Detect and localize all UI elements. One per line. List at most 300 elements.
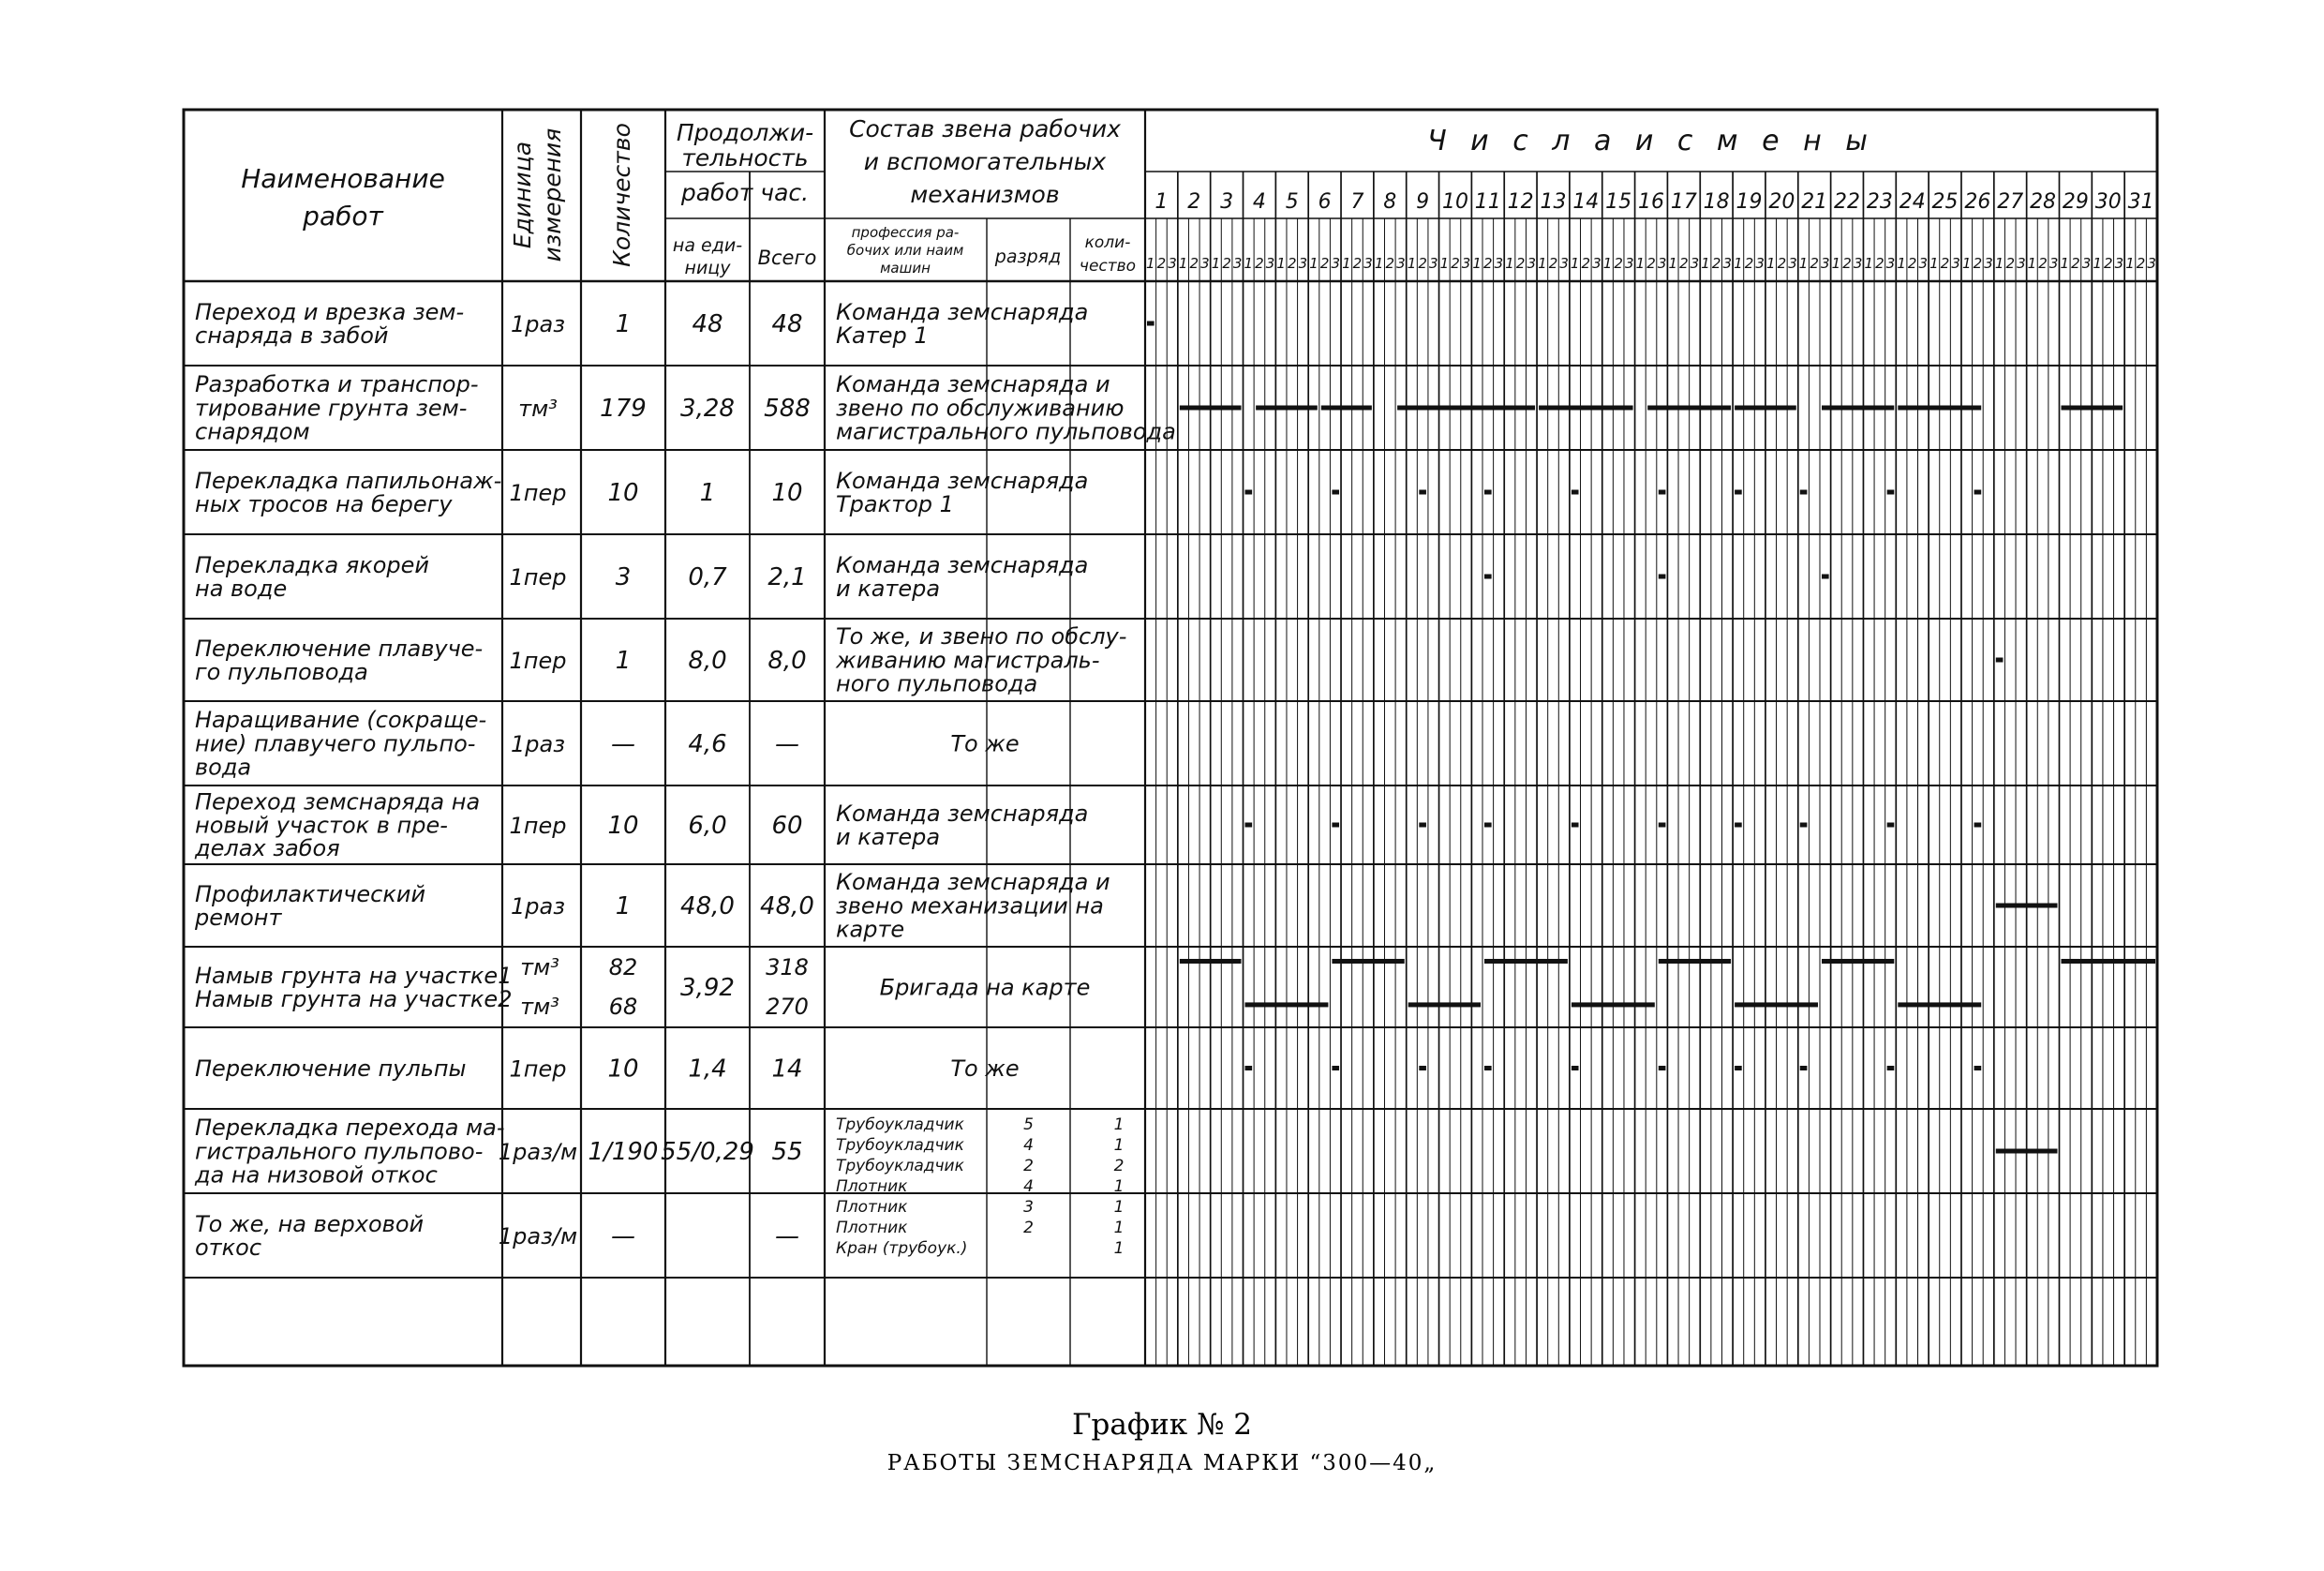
cell-text: 1 xyxy=(2027,255,2037,272)
cell-text: делах забоя xyxy=(195,835,340,862)
cell-text: Профилактический xyxy=(195,880,426,907)
cell-text: 1 xyxy=(1113,1198,1125,1217)
cell-text: Количество xyxy=(608,123,635,267)
cell-text: 3,92 xyxy=(680,974,735,1002)
cell-text: на воде xyxy=(195,576,288,602)
cell-text: вода xyxy=(195,754,252,781)
cell-text: 21 xyxy=(1801,190,1828,214)
cell-text: 3 xyxy=(1755,255,1765,272)
cell-text: Перекладка якорей xyxy=(195,551,429,578)
cell-text: ницу xyxy=(684,258,731,278)
cell-text: 1 xyxy=(1505,255,1514,272)
cell-text: тм³ xyxy=(520,954,559,980)
caption-subtitle: РАБОТЫ ЗЕМСНАРЯДА МАРКИ “300—40„ xyxy=(886,1451,1438,1475)
cell-text: 1 xyxy=(1897,255,1906,272)
schedule-bar xyxy=(1245,823,1253,828)
cell-text: 3 xyxy=(2017,255,2026,272)
cell-text: работ час. xyxy=(680,179,810,206)
cell-text: 1 xyxy=(1635,255,1646,272)
schedule-bar xyxy=(1572,490,1579,495)
cell-text: карте xyxy=(836,916,905,943)
schedule-bars xyxy=(1147,322,2155,1154)
cell-text: 0,7 xyxy=(688,563,727,591)
cell-text: и вспомогательных xyxy=(863,148,1107,175)
cell-text: 1 xyxy=(1439,255,1450,272)
cell-text: 1 xyxy=(1342,255,1351,272)
cell-text: на еди- xyxy=(672,235,743,256)
cell-text: 2 xyxy=(1711,255,1721,272)
schedule-bar xyxy=(1147,322,1155,326)
cell-text: 3 xyxy=(1788,255,1797,272)
cell-text: 4 xyxy=(1252,190,1266,214)
schedule-bar xyxy=(1572,1066,1579,1070)
cell-text: Трубоукладчик xyxy=(836,1157,964,1175)
cell-text: 1 xyxy=(1962,255,1972,272)
cell-text: 2 xyxy=(1288,255,1297,272)
cell-text: 3 xyxy=(1331,255,1340,272)
cell-text: 3 xyxy=(1690,255,1700,272)
cell-text: 3 xyxy=(615,563,632,591)
cell-text: 1пер xyxy=(509,480,567,506)
table-texts xyxy=(194,115,2156,1261)
cell-text: 10 xyxy=(607,812,639,840)
cell-text: 1 xyxy=(1276,255,1286,272)
cell-text: 9 xyxy=(1416,190,1430,214)
cell-text: 3 xyxy=(1265,255,1275,272)
schedule-bar xyxy=(1822,575,1829,579)
cell-text: 15 xyxy=(1605,190,1632,214)
cell-text: 1 xyxy=(1113,1115,1125,1134)
schedule-bar xyxy=(1484,575,1492,579)
cell-text: — xyxy=(611,730,635,758)
cell-text: коли- xyxy=(1084,233,1131,252)
cell-text: 1 xyxy=(1701,255,1710,272)
schedule-bar xyxy=(1659,575,1666,579)
cell-text: Перекладка перехода ма- xyxy=(195,1115,505,1142)
cell-text: 1пер xyxy=(509,648,567,674)
schedule-bar xyxy=(1974,490,1982,495)
schedule-bar xyxy=(1245,1066,1253,1070)
cell-text: работ xyxy=(303,201,383,232)
cell-text: 2 xyxy=(1679,255,1689,272)
cell-text: Команда земснаряда xyxy=(836,800,1089,827)
cell-text: 2 xyxy=(1189,255,1199,272)
cell-text: 3 xyxy=(1168,255,1177,272)
cell-text: 14 xyxy=(771,1055,803,1084)
cell-text: 2 xyxy=(1385,255,1395,272)
cell-text: 3 xyxy=(1527,255,1537,272)
schedule-bar xyxy=(1800,490,1808,495)
cell-text: Трубоукладчик xyxy=(836,1136,964,1155)
schedule-bar xyxy=(1887,1066,1895,1070)
cell-text: 1 xyxy=(1602,255,1613,272)
cell-text: 10 xyxy=(771,479,803,507)
cell-text: 2 xyxy=(2005,255,2015,272)
cell-text: 2 xyxy=(1907,255,1917,272)
cell-text: 3,28 xyxy=(680,395,735,423)
cell-text: 3 xyxy=(1023,1198,1034,1217)
cell-text: магистрального пульповода xyxy=(836,418,1176,445)
cell-text: 1раз/м xyxy=(498,1139,578,1165)
cell-text: Намыв грунта на участке2 xyxy=(195,986,513,1012)
cell-text: ние) плавучего пульпо- xyxy=(195,730,476,757)
cell-text: 31 xyxy=(2127,190,2154,214)
schedule-bar xyxy=(1822,959,1894,964)
cell-text: 4 xyxy=(1023,1136,1034,1155)
cell-text: 3 xyxy=(2147,255,2156,272)
cell-text: 1 xyxy=(1994,255,2004,272)
cell-text: 179 xyxy=(600,395,647,423)
cell-text: Переключение плавуче- xyxy=(195,635,484,662)
cell-text: 3 xyxy=(1494,255,1504,272)
cell-text: 3 xyxy=(2114,255,2124,272)
schedule-bar xyxy=(1256,406,1318,411)
cell-text: 2 xyxy=(2038,255,2048,272)
cell-text: 270 xyxy=(766,994,809,1020)
cell-text: 2 xyxy=(1581,255,1591,272)
cell-text: 1раз xyxy=(511,893,565,920)
cell-text: звено механизации на xyxy=(836,892,1104,920)
table-grid xyxy=(184,110,2157,1366)
cell-text: 2 xyxy=(1483,255,1493,272)
cell-text: 2 xyxy=(1113,1157,1125,1175)
cell-text: Катер 1 xyxy=(836,322,929,349)
schedule-bar xyxy=(1659,1066,1666,1070)
cell-text: 3 xyxy=(1592,255,1601,272)
cell-text: 1 xyxy=(1113,1136,1125,1155)
cell-text: 2 xyxy=(1973,255,1983,272)
schedule-bar xyxy=(1332,823,1339,828)
cell-text: 1 xyxy=(1211,255,1221,272)
schedule-bar xyxy=(1735,1066,1742,1070)
schedule-bar xyxy=(1419,490,1426,495)
cell-text: 3 xyxy=(1821,255,1830,272)
schedule-bar xyxy=(1332,1066,1339,1070)
cell-text: Трубоукладчик xyxy=(836,1115,964,1134)
cell-text: звено по обслуживанию xyxy=(836,395,1125,422)
cell-text: 48 xyxy=(692,310,723,338)
cell-text: 1 xyxy=(1472,255,1482,272)
cell-text: Трактор 1 xyxy=(836,491,954,517)
cell-text: механизмов xyxy=(910,181,1060,208)
schedule-bar xyxy=(1800,1066,1808,1070)
cell-text: 3 xyxy=(1984,255,1993,272)
cell-text: новый участок в пре- xyxy=(195,812,448,839)
cell-text: 2 xyxy=(2136,255,2146,272)
cell-text: тм³ xyxy=(518,396,558,422)
cell-text: 2 xyxy=(1875,255,1885,272)
cell-text: 2 xyxy=(1451,255,1460,272)
cell-text: 1/190 xyxy=(588,1138,659,1166)
schedule-bar xyxy=(1332,490,1339,495)
cell-text: Команда земснаряда и xyxy=(836,869,1110,896)
cell-text: 2 xyxy=(1777,255,1787,272)
cell-text: 2 xyxy=(2071,255,2080,272)
cell-text: Ч и с л а и с м е н ы xyxy=(1427,125,1875,157)
cell-text: 1раз xyxy=(511,731,565,757)
cell-text: 4 xyxy=(1023,1177,1034,1196)
cell-text: профессия ра- xyxy=(851,224,960,241)
cell-text: То же, на верховой xyxy=(195,1210,425,1237)
cell-text: 2 xyxy=(1255,255,1264,272)
cell-text: гистрального пульпово- xyxy=(195,1138,484,1165)
cell-text: 1 xyxy=(1178,255,1188,272)
cell-text: 2 xyxy=(1187,190,1201,214)
caption-title: График № 2 xyxy=(1072,1408,1252,1442)
cell-text: 1 xyxy=(2060,255,2070,272)
cell-text: 11 xyxy=(1474,190,1501,214)
schedule-bar xyxy=(2061,959,2155,964)
cell-text: 13 xyxy=(1540,190,1567,214)
cell-text: ного пульповода xyxy=(836,670,1038,697)
schedule-bar xyxy=(1408,1002,1481,1007)
cell-text: 1пер xyxy=(509,813,567,839)
schedule-bar xyxy=(1419,823,1426,828)
cell-text: снарядом xyxy=(195,418,310,445)
cell-text: 3 xyxy=(1396,255,1406,272)
cell-text: Единица xyxy=(509,141,536,249)
table-frame xyxy=(184,110,2157,1366)
cell-text: 10 xyxy=(1441,190,1468,214)
schedule-bar xyxy=(1484,1066,1492,1070)
cell-text: 4,6 xyxy=(688,730,727,758)
schedule-bar xyxy=(1887,823,1895,828)
schedule-bar xyxy=(1572,823,1579,828)
cell-text: — xyxy=(611,1222,635,1250)
cell-text: — xyxy=(775,730,799,758)
schedule-bar xyxy=(1245,1002,1329,1007)
cell-text: Команда земснаряда xyxy=(836,298,1089,325)
schedule-bar xyxy=(1659,959,1731,964)
cell-text: 60 xyxy=(771,812,803,840)
cell-text: 6 xyxy=(1318,190,1332,214)
cell-text: го пульповода xyxy=(195,659,368,685)
cell-text: измерения xyxy=(539,127,566,262)
cell-text: 1 xyxy=(615,892,632,920)
schedule-bar xyxy=(1397,406,1481,411)
cell-text: 22 xyxy=(1834,190,1861,214)
cell-text: 16 xyxy=(1638,190,1664,214)
cell-text: 3 xyxy=(1625,255,1634,272)
cell-text: 3 xyxy=(1232,255,1243,272)
schedule-bar xyxy=(1735,490,1742,495)
schedule-bar xyxy=(1659,490,1666,495)
cell-text: 1 xyxy=(1570,255,1580,272)
schedule-bar xyxy=(1800,823,1808,828)
cell-text: 3 xyxy=(1298,255,1308,272)
cell-text: 1 xyxy=(1668,255,1677,272)
cell-text: 3 xyxy=(1951,255,1960,272)
cell-text: Разработка и транспор- xyxy=(195,371,479,398)
cell-text: 2 xyxy=(1156,255,1167,272)
cell-text: 1 xyxy=(1407,255,1417,272)
cell-text: Команда земснаряда и xyxy=(836,371,1110,398)
schedule-bar xyxy=(1974,1066,1982,1070)
cell-text: 17 xyxy=(1670,190,1697,214)
cell-text: 2 xyxy=(1023,1157,1034,1175)
cell-text: 14 xyxy=(1572,190,1600,214)
cell-text: 1пер xyxy=(509,564,567,591)
cell-text: 1 xyxy=(2125,255,2135,272)
cell-text: 1 xyxy=(615,310,632,338)
cell-text: 10 xyxy=(607,479,639,507)
cell-text: 1 xyxy=(1244,255,1254,272)
cell-text: 1 xyxy=(699,479,716,507)
cell-text: 2 xyxy=(2103,255,2113,272)
cell-text: Бригада на карте xyxy=(879,974,1091,1001)
schedule-bar xyxy=(1898,1002,1981,1007)
cell-text: Состав звена рабочих xyxy=(849,115,1121,142)
cell-text: да на низовой откос xyxy=(195,1161,438,1189)
cell-text: 3 xyxy=(1220,190,1234,214)
cell-text: 2 xyxy=(1548,255,1558,272)
cell-text: и катера xyxy=(836,824,941,850)
schedule-bar xyxy=(1484,959,1568,964)
schedule-bar xyxy=(1539,406,1633,411)
cell-text: 1 xyxy=(1798,255,1809,272)
schedule-bar xyxy=(1735,406,1796,411)
cell-text: Наименование xyxy=(241,163,445,194)
schedule-bar xyxy=(1484,490,1492,495)
schedule-bar xyxy=(1484,823,1492,828)
schedule-bar xyxy=(1887,490,1895,495)
cell-text: 1 xyxy=(1113,1239,1125,1258)
cell-text: 1 xyxy=(1146,255,1155,272)
cell-text: 29 xyxy=(2062,190,2089,214)
cell-text: Переход и врезка зем- xyxy=(195,298,465,325)
cell-text: 1 xyxy=(1113,1177,1125,1196)
cell-text: откос xyxy=(195,1234,262,1261)
cell-text: чество xyxy=(1079,257,1137,276)
cell-text: тм³ xyxy=(520,994,559,1020)
cell-text: 55/0,29 xyxy=(661,1138,754,1166)
cell-text: 68 xyxy=(608,994,638,1020)
cell-text: Продолжи- xyxy=(676,119,814,146)
cell-text: Намыв грунта на участке1 xyxy=(195,962,513,989)
cell-text: 19 xyxy=(1736,190,1763,214)
cell-text: 3 xyxy=(1200,255,1210,272)
cell-text: 2 xyxy=(1023,1219,1034,1237)
cell-text: То же, и звено по обслу- xyxy=(836,623,1127,651)
cell-text: живанию магистраль- xyxy=(836,647,1100,674)
cell-text: — xyxy=(775,1222,799,1250)
cell-text: 318 xyxy=(766,954,809,980)
schedule-bar xyxy=(1321,406,1372,411)
cell-text: и катера xyxy=(836,576,941,602)
cell-text: 2 xyxy=(1222,255,1231,272)
cell-text: 2 xyxy=(1515,255,1526,272)
schedule-bar xyxy=(1180,406,1242,411)
cell-text: тельность xyxy=(681,144,809,172)
cell-text: 48,0 xyxy=(680,892,735,920)
schedule-bar xyxy=(1647,406,1731,411)
cell-text: 8 xyxy=(1383,190,1397,214)
schedule-bar xyxy=(1822,406,1894,411)
cell-text: Кран (трубоук.) xyxy=(836,1239,968,1258)
cell-text: 1 xyxy=(1864,255,1874,272)
cell-text: 5 xyxy=(1023,1115,1034,1134)
cell-text: машин xyxy=(880,260,931,277)
cell-text: 24 xyxy=(1899,190,1926,214)
cell-text: 1 xyxy=(1374,255,1384,272)
cell-text: 5 xyxy=(1285,190,1299,214)
cell-text: 7 xyxy=(1350,190,1364,214)
cell-text: 3 xyxy=(1461,255,1471,272)
cell-text: 588 xyxy=(764,395,811,423)
cell-text: 25 xyxy=(1931,190,1959,214)
cell-text: 3 xyxy=(1428,255,1438,272)
cell-text: 28 xyxy=(2030,190,2057,214)
cell-text: Наращивание (сокраще- xyxy=(195,707,487,734)
cell-text: 82 xyxy=(608,954,638,980)
cell-text: Перекладка папильонаж- xyxy=(195,467,502,494)
cell-text: 1 xyxy=(1155,190,1169,214)
cell-text: Всего xyxy=(757,247,817,269)
cell-text: 3 xyxy=(1918,255,1929,272)
cell-text: 2 xyxy=(1842,255,1852,272)
schedule-bar xyxy=(1180,959,1242,964)
cell-text: 8,0 xyxy=(688,647,727,675)
cell-text: Переход земснаряда на xyxy=(195,788,481,815)
cell-text: 3 xyxy=(1657,255,1667,272)
cell-text: 1 xyxy=(1538,255,1547,272)
schedule-bar xyxy=(2061,406,2123,411)
cell-text: 2 xyxy=(1418,255,1427,272)
cell-text: бочих или наим xyxy=(846,242,964,259)
cell-text: 1 xyxy=(2093,255,2102,272)
cell-text: 1 xyxy=(1765,255,1776,272)
cell-text: Переключение пульпы xyxy=(195,1055,467,1082)
cell-text: 3 xyxy=(1722,255,1733,272)
cell-text: 8,0 xyxy=(767,647,807,675)
cell-text: тирование грунта зем- xyxy=(195,395,468,422)
cell-text: 6,0 xyxy=(688,812,727,840)
cell-text: 23 xyxy=(1866,190,1893,214)
schedule-bar xyxy=(1996,904,2058,908)
schedule-bar xyxy=(1659,823,1666,828)
schedule-bar xyxy=(1996,658,2004,663)
schedule-bar xyxy=(1735,823,1742,828)
schedule-bar xyxy=(1419,1066,1426,1070)
cell-text: 3 xyxy=(1363,255,1373,272)
schedule-bar xyxy=(1898,406,1981,411)
cell-text: 12 xyxy=(1507,190,1534,214)
cell-text: То же xyxy=(950,730,1020,757)
cell-text: 10 xyxy=(607,1055,639,1084)
cell-text: 3 xyxy=(1853,255,1863,272)
cell-text: 1 xyxy=(615,647,632,675)
cell-text: 2 xyxy=(1940,255,1950,272)
cell-text: 3 xyxy=(1559,255,1569,272)
cell-text: 1 xyxy=(1831,255,1841,272)
cell-text: 3 xyxy=(2081,255,2092,272)
cell-text: 1,4 xyxy=(688,1055,727,1084)
cell-text: 2,1 xyxy=(767,563,807,591)
cell-text: разряд xyxy=(994,247,1062,267)
cell-text: ремонт xyxy=(195,905,282,931)
cell-text: 1 xyxy=(1929,255,1939,272)
cell-text: 48,0 xyxy=(760,892,814,920)
schedule-bar xyxy=(1735,1002,1818,1007)
cell-text: 20 xyxy=(1768,190,1795,214)
cell-text: То же xyxy=(950,1055,1020,1082)
cell-text: 2 xyxy=(1646,255,1656,272)
cell-text: 26 xyxy=(1964,190,1991,214)
cell-text: Плотник xyxy=(836,1177,908,1196)
cell-text: 2 xyxy=(1352,255,1363,272)
cell-text: ных тросов на берегу xyxy=(195,491,453,517)
cell-text: 55 xyxy=(771,1138,803,1166)
